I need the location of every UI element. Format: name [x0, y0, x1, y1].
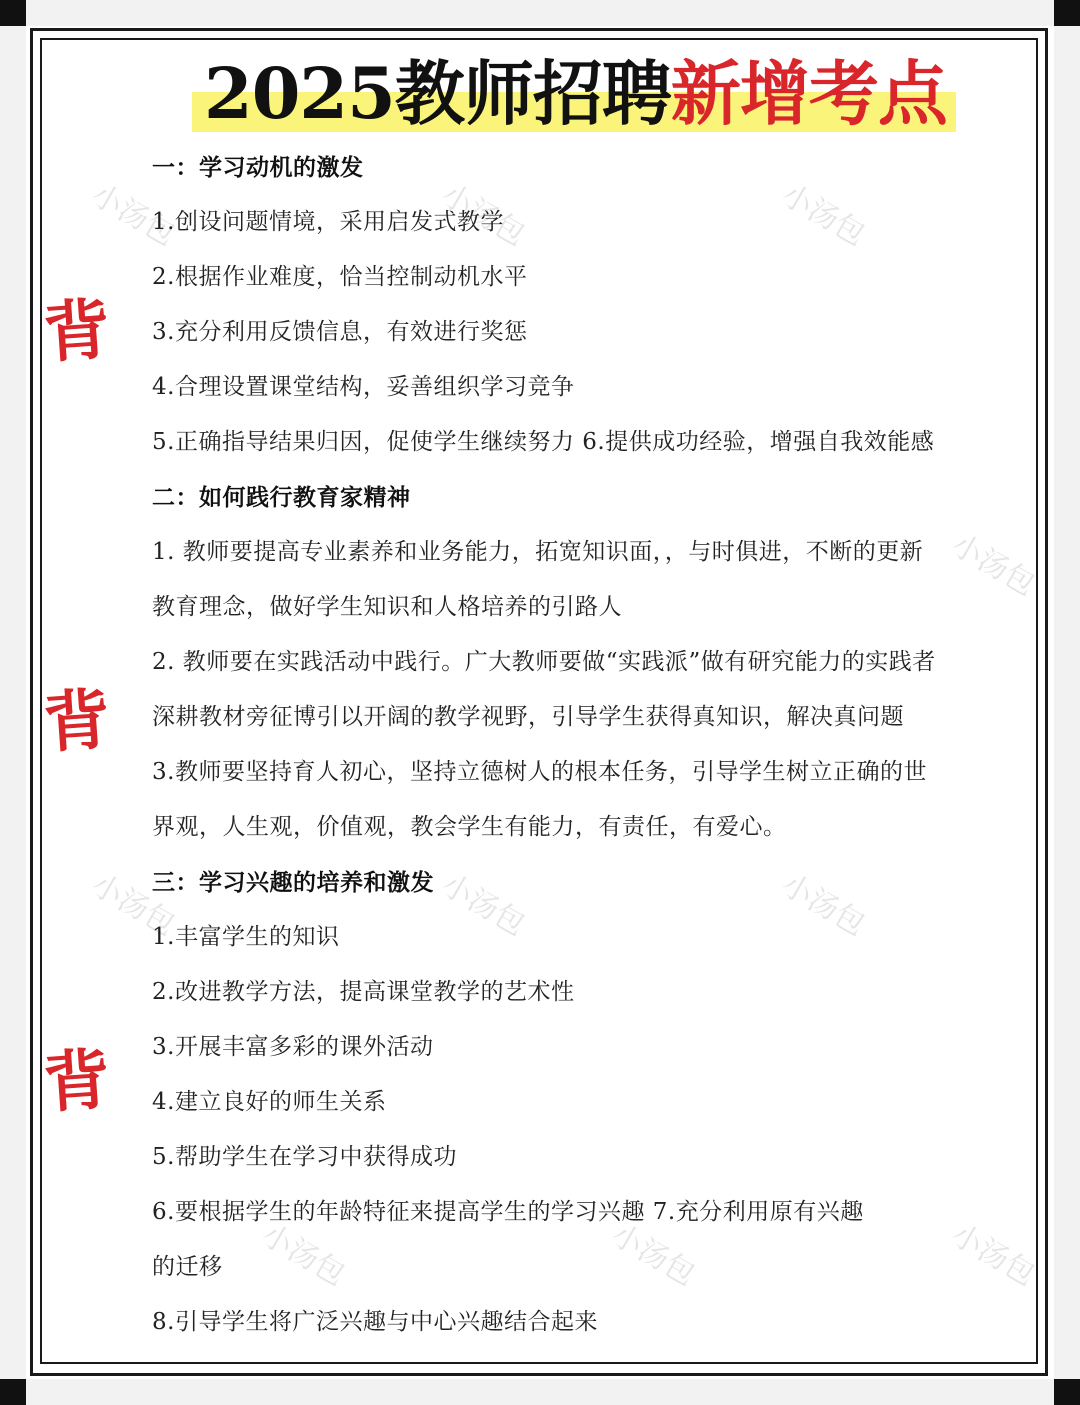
list-item: 6.要根据学生的年龄特征来提高学生的学习兴趣 7.充分利用原有兴趣 — [152, 1199, 864, 1225]
list-item: 8.引导学生将广泛兴趣与中心兴趣结合起来 — [152, 1309, 598, 1335]
title-main: 2025教师招聘 — [204, 52, 671, 135]
list-item: 深耕教材旁征博引以开阔的教学视野，引导学生获得真知识，解决真问题 — [152, 704, 904, 730]
document-body — [152, 140, 972, 1350]
list-item: 3.充分利用反馈信息，有效进行奖惩 — [152, 319, 528, 345]
side-mark: 背 — [41, 289, 113, 373]
watermark: 小汤包 — [255, 1217, 351, 1293]
list-item: 界观，人生观，价值观，教会学生有能力，有责任，有爱心。 — [152, 814, 787, 840]
list-item: 教育理念，做好学生知识和人格培养的引路人 — [152, 594, 622, 620]
list-item: 1.丰富学生的知识 — [152, 924, 340, 950]
corner-mark — [1054, 1379, 1080, 1405]
corner-mark — [0, 1379, 26, 1405]
side-mark: 背 — [41, 1039, 113, 1123]
list-item: 4.合理设置课堂结构，妥善组织学习竞争 — [152, 374, 575, 400]
list-item: 2.改进教学方法，提高课堂教学的艺术性 — [152, 979, 575, 1005]
list-item: 2. 教师要在实践活动中践行。广大教师要做“实践派”做有研究能力的实践者 — [152, 649, 936, 675]
corner-mark — [0, 0, 26, 26]
list-item: 5.帮助学生在学习中获得成功 — [152, 1144, 457, 1170]
watermark: 小汤包 — [945, 1217, 1041, 1293]
list-item: 1. 教师要提高专业素养和业务能力，拓宽知识面，，与时俱进，不断的更新 — [152, 539, 924, 565]
list-item: 1.创设问题情境，采用启发式教学 — [152, 209, 504, 235]
list-item: 4.建立良好的师生关系 — [152, 1089, 387, 1115]
list-item: 3.开展丰富多彩的课外活动 — [152, 1034, 434, 1060]
section-heading: 三：学习兴趣的培养和激发 — [152, 869, 434, 896]
watermark: 小汤包 — [435, 177, 531, 253]
watermark: 小汤包 — [945, 527, 1041, 603]
watermark: 小汤包 — [85, 867, 181, 943]
list-item: 3.教师要坚持育人初心，坚持立德树人的根本任务，引导学生树立正确的世 — [152, 759, 927, 785]
list-item: 2.根据作业难度，恰当控制动机水平 — [152, 264, 528, 290]
section-heading: 一：学习动机的激发 — [152, 154, 364, 181]
watermark: 小汤包 — [775, 177, 871, 253]
watermark: 小汤包 — [435, 867, 531, 943]
title-emphasis: 新增考点 — [670, 52, 947, 135]
corner-mark — [1054, 0, 1080, 26]
watermark: 小汤包 — [605, 1217, 701, 1293]
section-heading: 二：如何践行教育家精神 — [152, 484, 411, 511]
page-title — [192, 52, 956, 138]
watermark: 小汤包 — [85, 177, 181, 253]
watermark: 小汤包 — [775, 867, 871, 943]
side-mark: 背 — [41, 679, 113, 763]
list-item: 5.正确指导结果归因，促使学生继续努力 6.提供成功经验，增强自我效能感 — [152, 429, 935, 455]
list-item: 的迁移 — [152, 1254, 223, 1280]
